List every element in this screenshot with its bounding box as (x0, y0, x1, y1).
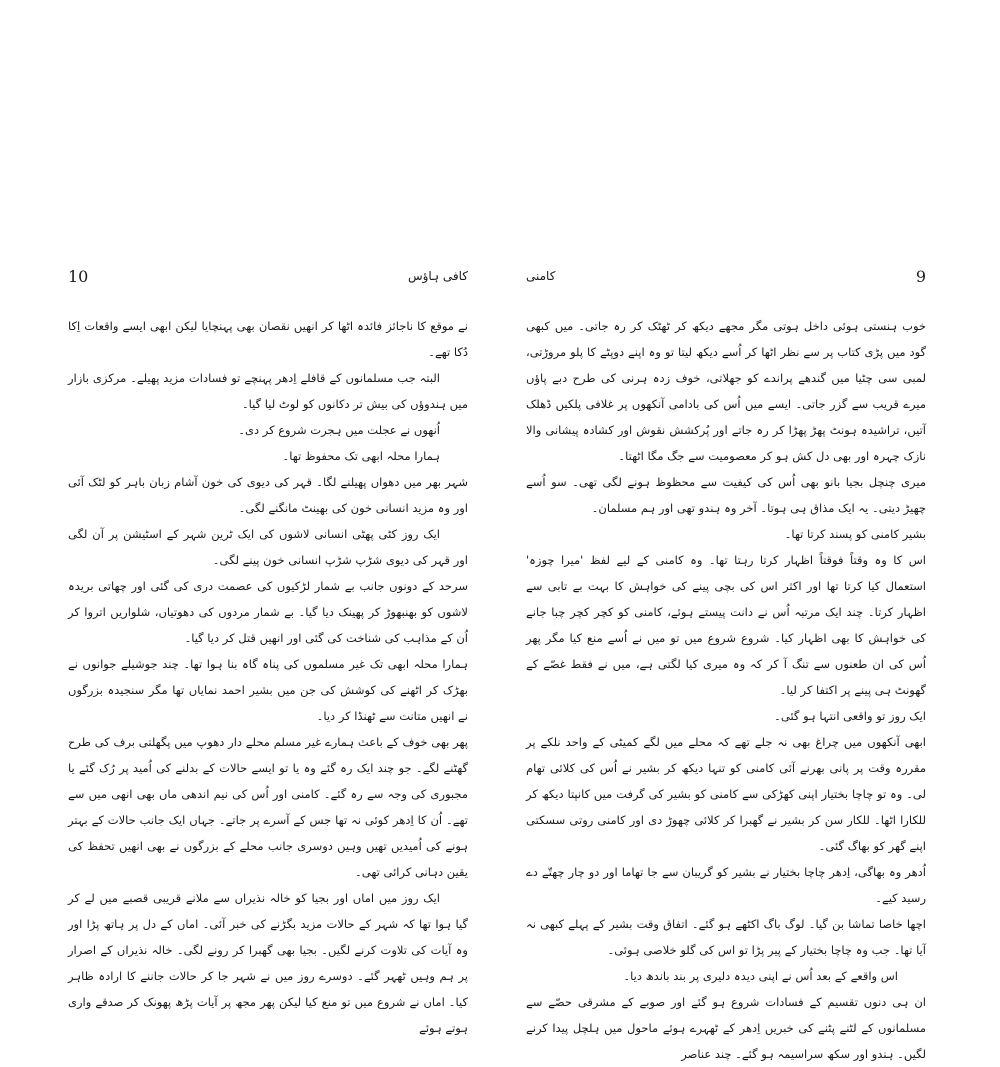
paragraph: اس کا وہ وقتاً فوقتاً اظہار کرتا رہتا تھا۔ وہ کامنی کے لیے لفظ 'میرا چوزہ' استعمال کیا کرتا تھا اور اکثر اس کی بچی پینے کی خواہش کا بہت بے تابی سے اظہار کرتا۔ چند ایک مرتبہ اُس نے دانت پیستے ہوئے، کامنی کو کچر کچر چبا جانے کی خواہش کا بھی اظہار کیا۔ شروع شروع میں تو میں نے اُسے منع کیا مگر پھر اُس کی ان طعنوں سے تنگ آ کر کہ وہ میری کیا لگتی ہے، میں نے فقط غصّے کے گھونٹ ہی پینے پر اکتفا کر لیا۔ (526, 553, 926, 697)
paragraph: ایک روز میں اماں اور بجیا کو خالہ نذیراں سے ملانے قریبی قصبے میں لے کر گیا ہوا تھا کہ شہر کے حالات مزید بگڑنے کی خبر آئی۔ اماں کے دل پر ہاتھ پڑا اور وہ آیات کی تلاوت کرنے لگیں۔ بجیا بھی گھبرا کر رونے لگی۔ خالہ نذیراں کے اصرار پر ہم وہیں ٹھہر گئے۔ دوسرے روز میں نے شہر جا کر حالات جاننے کا ارادہ ظاہر کیا۔ اماں نے شروع میں تو منع کیا لیکن پھر مجھ پر آیات پڑھ پھونک کر صدقے واری ہوتے ہوئے (68, 891, 468, 1035)
paragraph: ہمارا محلہ ابھی تک محفوظ تھا۔ (282, 449, 440, 463)
left-running-title: کافی ہاؤس (407, 269, 468, 283)
right-page-body (526, 313, 926, 1067)
paragraph: ہمارا محلہ ابھی تک غیر مسلموں کی پناہ گاہ بنا ہوا تھا۔ چند جوشیلے جوانوں نے بھڑک کر اٹھنے کی کوشش کی جن میں بشیر احمد نمایاں تھا مگر سنجیدہ بزرگوں نے انھیں متانت سے ٹھنڈا کر دیا۔ (68, 657, 468, 723)
paragraph: پھر بھی خوف کے باعث ہمارے غیر مسلم محلے دار دھوپ میں پگھلتی برف کی طرح گھٹنے لگے۔ جو چند ایک رہ گئے وہ یا تو ایسے حالات کے بدلنے کی اُمید پر رُک گئے یا مجبوری کی وجہ سے رہ گئے۔ کامنی اور اُس کی نیم اندھی ماں بھی انھی میں سے تھے۔ اُن کا اِدھر کوئی نہ تھا جس کے آسرے پر جاتے۔ جہاں ایک جانب حالات کے بہتر ہونے کی اُمیدیں تھیں وہیں دوسری جانب محلے کے بزرگوں نے بھی انھیں تحفظ کی یقین دہانی کرائی تھی۔ (68, 735, 468, 879)
left-page-body (68, 313, 468, 1041)
paragraph: ایک روز کٹی پھٹی انسانی لاشوں کی ایک ٹرین شہر کے اسٹیشن پر آن لگی اور قہر کی دیوی شڑپ شڑپ انسانی خون پینے لگی۔ (68, 527, 468, 567)
left-page-number: 10 (68, 267, 89, 286)
paragraph: خوب ہنستی ہوئی داخل ہوتی مگر مجھے دیکھ کر ٹھٹک کر رہ جاتی۔ میں کبھی گود میں پڑی کتاب پر سے نظر اٹھا کر اُسے دیکھ لیتا تو وہ اپنے دوپٹے کا پلو مروڑتی، لمبی سی چٹیا میں گندھے پراندے کو جھلاتی، خوف زدہ ہرنی کی طرح دبے پاؤں میرے قریب سے گزر جاتی۔ ایسے میں اُس کی بادامی آنکھوں پر غلافی پلکیں ڈھلک آتیں، تراشیدہ ہونٹ پھڑ پھڑا کر رہ جاتے اور پُرکشش نقوش اور کشادہ پیشانی والا نازک چہرہ اور بھی دل کش ہو کر معصومیت سے جگ مگا اٹھتا۔ (526, 319, 926, 463)
paragraph: اُنھوں نے عجلت میں ہجرت شروع کر دی۔ (238, 423, 440, 437)
paragraph: البتہ جب مسلمانوں کے قافلے اِدھر پہنچے تو فسادات مزید پھیلے۔ مرکزی بازار میں ہندوؤں کی بیش تر دکانوں کو لوٹ لیا گیا۔ (68, 371, 468, 411)
paragraph: اچھا خاصا تماشا بن گیا۔ لوگ باگ اکٹھے ہو گئے۔ اتفاق وقت بشیر کے پہلے کبھی نہ آیا تھا۔ جب وہ چاچا بختیار کے پیر پڑا تو اس کی گلو خلاصی ہوئی۔ (526, 917, 926, 957)
left-page-header (68, 267, 468, 291)
paragraph: سرحد کے دونوں جانب بے شمار لڑکیوں کی عصمت دری کی گئی اور چھاتی بریدہ لاشوں کو بھنبھوڑ کر پھینک دیا گیا۔ بے شمار مردوں کی دھوتیاں، شلواریں اتروا کر اُن کے مذاہب کی شناخت کی گئی اور انھیں قتل کر دیا گیا۔ (68, 579, 468, 645)
paragraph: اُدھر وہ بھاگی، اِدھر چاچا بختیار نے بشیر کو گریبان سے جا تھاما اور دو چار چھتّے دے رسید کیے۔ (526, 865, 926, 905)
right-page-header (526, 267, 926, 291)
paragraph: میری چنچل بجیا بانو بھی اُس کی کیفیت سے محظوظ ہونے لگی تھی۔ سو اُسے چھیڑ دیتی۔ یہ ایک مذاق ہی ہوتا۔ آخر وہ ہندو تھی اور ہم مسلمان۔ (526, 475, 926, 515)
paragraph: ان ہی دنوں تقسیم کے فسادات شروع ہو گئے اور صوبے کے مشرقی حصّے سے مسلمانوں کے لٹنے پٹنے کی خبریں اِدھر کے ٹھہرے ہوئے ماحول میں ہلچل پیدا کرنے لگیں۔ ہندو اور سکھ سراسیمہ ہو گئے۔ چند عناصر (526, 995, 926, 1061)
right-running-title: کامنی (526, 269, 556, 283)
paragraph: شہر بھر میں دھواں پھیلنے لگا۔ قہر کی دیوی کی خون آشام زبان باہر کو لٹک آئی اور وہ مزید انسانی خون کی بھینٹ مانگنے لگی۔ (68, 475, 468, 515)
right-page (526, 255, 926, 1061)
right-page-number: 9 (915, 267, 926, 286)
paragraph: ابھی آنکھوں میں چراغ بھی نہ جلے تھے کہ محلے میں لگے کمیٹی کے واحد نلکے پر مقررہ وقت پر پانی بھرنے آئی کامنی کو تنہا دیکھ کر بشیر نے اُس کی کلائی تھام لی۔ وہ تو چاچا بختیار اپنی کھڑکی سے کامنی کو بشیر کی گرفت میں کانپتا دیکھ کر للکارا اٹھا۔ للکار سن کر بشیر نے گھبرا کر کلائی چھوڑ دی اور کامنی روتی سسکتی اپنے گھر کو بھاگ گئی۔ (526, 735, 926, 853)
paragraph: بشیر کامنی کو پسند کرتا تھا۔ (784, 527, 926, 541)
paragraph: نے موقع کا ناجائز فائدہ اٹھا کر انھیں نقصان بھی پہنچایا لیکن ابھی ایسے واقعات اِکا دُکا تھے۔ (68, 319, 468, 359)
paragraph: ایک روز تو واقعی انتہا ہو گئی۔ (774, 709, 926, 723)
paragraph: اس واقعے کے بعد اُس نے اپنی دیدہ دلیری پر بند باندھ دیا۔ (623, 969, 898, 983)
left-page (68, 255, 468, 1035)
